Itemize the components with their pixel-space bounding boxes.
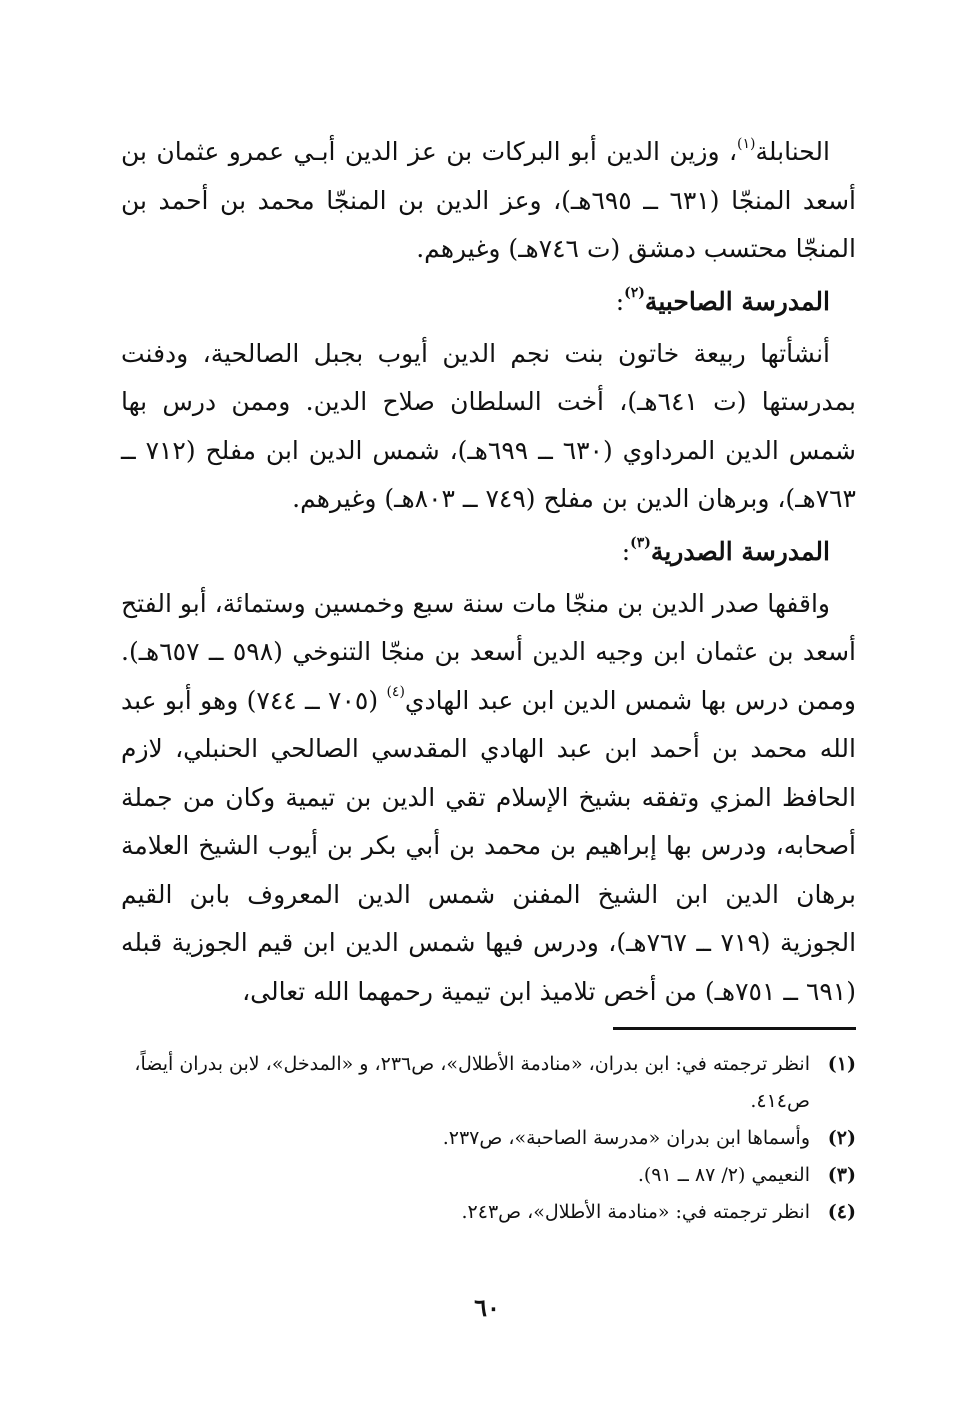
paragraph-sahibiyya: أنشأتها ربيعة خاتون بنت نجم الدين أيوب بجبل الصالحية، ودفنت بمدرستها (ت ٦٤١هـ)، أخت السلطان صلاح الدين. وممن درس بها شمس الدين المرداوي (٦٣٠ ــ ٦٩٩هـ)، شمس الدين ابن مفلح (٧١٢ ــ ٧٦٣هـ)، وبرهان الدين بن مفلح (٧٤٩ ــ ٨٠٣هـ) وغيرهم. [121,338,856,513]
footnote-number: (١) [827,1053,856,1075]
footnote-item [121,1157,856,1194]
footnote-number: (٢) [827,1127,856,1149]
heading-colon: : [621,536,631,566]
footnote-text: وأسماها ابن بدران «مدرسة الصاحبة»، ص٢٣٧. [442,1127,810,1149]
paragraph-text: واقفها صدر الدين بن منجّا مات سنة سبع وخمسين وستمائة، أبو الفتح أسعد بن عثمان ابن وجيه الدين أسعد بن منجّا التنوخي (٥٩٨ ــ ٦٥٧هـ). وممن درس بها شمس الدين ابن عبد الهادي [121,588,857,715]
footnote-item [121,1046,856,1120]
footnote-separator-rule [613,1027,856,1030]
footnote-item [121,1194,856,1231]
section-heading-sadriyya [121,524,856,580]
footnote-ref-3[interactable]: (٣) [630,535,651,552]
footnote-item [121,1120,856,1157]
footnote-ref-1[interactable]: (١) [737,135,756,152]
footnote-ref-2[interactable]: (٢) [624,285,645,302]
footnotes [121,1046,856,1231]
main-text [121,128,856,1016]
heading-colon: : [615,286,625,316]
footnote-number: (٣) [827,1164,856,1186]
footnote-ref-4[interactable]: (٤) [386,684,405,701]
section-heading-sahibiyya [121,274,856,330]
footnote-text: انظر ترجمته في: «منادمة الأطلال»، ص٢٤٣. [461,1201,810,1223]
heading-title: المدرسة الصاحبية [644,286,830,316]
heading-title: المدرسة الصدرية [650,536,830,566]
paragraph-hanabila [121,128,856,274]
footnote-number: (٤) [827,1201,856,1223]
paragraph-text: (٧٠٥ ــ ٧٤٤) وهو أبو عبد الله محمد بن أحمد ابن عبد الهادي المقدسي الصالحي الحنبلي، لازم الحافظ المزي وتفقه بشيخ الإسلام تقي الدين بن تيمية وكان من جملة أصحابه، ودرس بها إبراهيم بن محمد بن أبي بكر بن أيوب الشيخ العلامة برهان الدين ابن الشيخ المفنن شمس الدين المعروف بابن القيم الجوزية (٧١٩ ــ ٧٦٧هـ)، ودرس فيها شمس الدين ابن قيم الجوزية قبله (٦٩١ ــ ٧٥١هـ) من أخص تلاميذ ابن تيمية رحمهما الله تعالى، [121,685,857,1006]
paragraph-text: ، وزين الدين أبو البركات بن عز الدين أبـي عمرو عثمان بن أسعد المنجّا (٦٣١ ــ ٦٩٥هـ)، وعز الدين بن المنجّا محمد بن أحمد بن المنجّا محتسب دمشق (ت ٧٤٦هـ) وغيرهم. [121,137,856,263]
footnote-text: انظر ترجمته في: ابن بدران، «منادمة الأطلال»، ص٢٣٦، و «المدخل»، لابن بدران أيضاً، ص٤١٤. [134,1053,810,1112]
paragraph-text: الحنابلة [755,137,830,166]
footnote-text: النعيمي (٢/ ٨٧ ــ ٩١). [637,1164,810,1186]
page-number: ٦٠ [474,1293,500,1322]
paragraph-sadriyya [121,580,856,1017]
